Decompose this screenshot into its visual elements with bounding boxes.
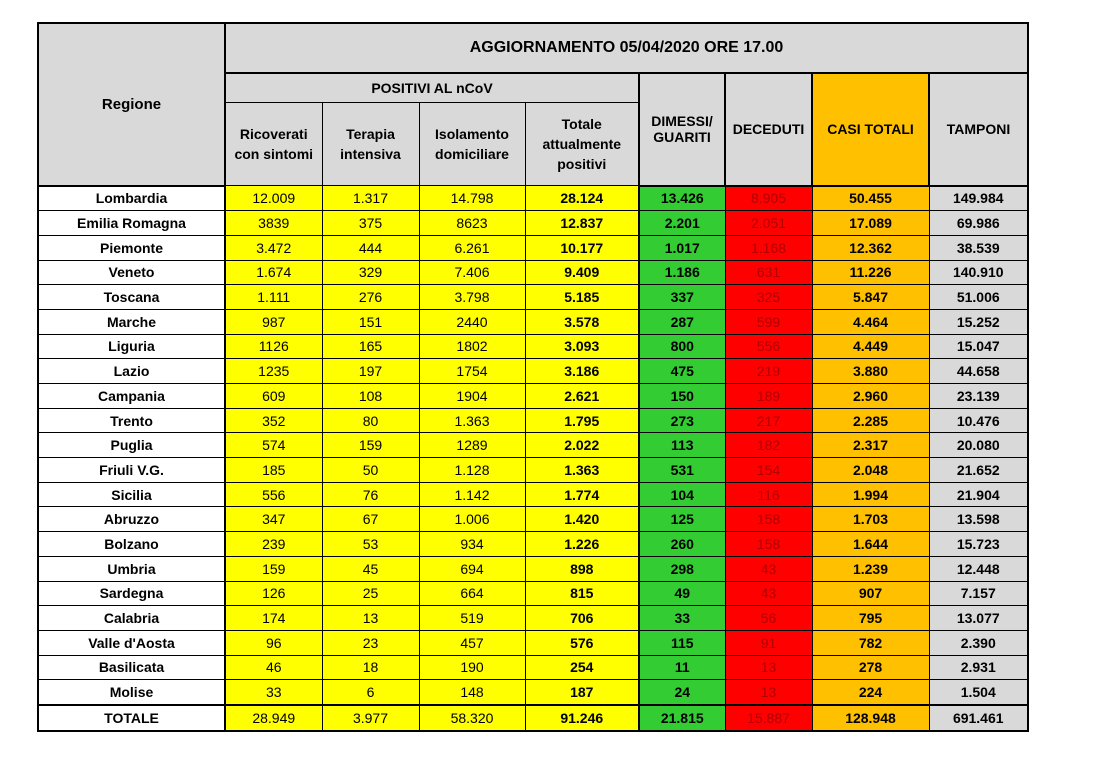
cell-dimessi: 800 [639, 334, 725, 359]
cell-tamponi: 69.986 [929, 211, 1028, 236]
cell-deceduti: 8.905 [725, 186, 812, 211]
cell-regione: Lazio [38, 359, 225, 384]
cell-ricoverati: 352 [225, 408, 322, 433]
table-row [38, 507, 1028, 532]
header-dimessi-line1: DIMESSI/ [651, 113, 713, 130]
cell-dimessi: 531 [639, 458, 725, 483]
cell-totale-positivi: 3.093 [525, 334, 639, 359]
header-totale-line3: positivi [557, 156, 607, 172]
table-row [38, 556, 1028, 581]
cell-terapia: 444 [322, 235, 419, 260]
cell-dimessi: 33 [639, 606, 725, 631]
cell-tamponi: 10.476 [929, 408, 1028, 433]
cell-totale-positivi: 5.185 [525, 285, 639, 310]
cell-ricoverati: 174 [225, 606, 322, 631]
cell-deceduti: 182 [725, 433, 812, 458]
cell-tamponi: 12.448 [929, 556, 1028, 581]
cell-terapia: 329 [322, 260, 419, 285]
cell-regione: Calabria [38, 606, 225, 631]
cell-terapia: 197 [322, 359, 419, 384]
cell-regione: Basilicata [38, 655, 225, 680]
cell-totale-positivi: 1.420 [525, 507, 639, 532]
header-totale [525, 103, 639, 186]
header-casi-totali: CASI TOTALI [812, 73, 929, 186]
cell-isolamento: 694 [419, 556, 525, 581]
cell-ricoverati: 574 [225, 433, 322, 458]
table-row [38, 532, 1028, 557]
cell-regione: Bolzano [38, 532, 225, 557]
header-ricoverati [225, 103, 322, 186]
cell-dimessi: 104 [639, 482, 725, 507]
header-totale-line2: attualmente [542, 136, 622, 152]
cell-deceduti: 556 [725, 334, 812, 359]
table-row [38, 235, 1028, 260]
cell-tamponi: 38.539 [929, 235, 1028, 260]
cell-terapia: 50 [322, 458, 419, 483]
table-row [38, 482, 1028, 507]
header-isolamento-line1: Isolamento [435, 126, 509, 142]
cell-dimessi: 260 [639, 532, 725, 557]
cell-totale-positivi: 898 [525, 556, 639, 581]
table-row [38, 606, 1028, 631]
cell-casi-totali: 2.317 [812, 433, 929, 458]
cell-regione: Lombardia [38, 186, 225, 211]
cell-casi-totali: 4.449 [812, 334, 929, 359]
cell-ricoverati: 12.009 [225, 186, 322, 211]
cell-casi-totali: 2.960 [812, 384, 929, 409]
cell-casi-totali: 12.362 [812, 235, 929, 260]
cell-isolamento: 1904 [419, 384, 525, 409]
table-row [38, 334, 1028, 359]
cell-dimessi: 11 [639, 655, 725, 680]
cell-tamponi: 140.910 [929, 260, 1028, 285]
table-row [38, 630, 1028, 655]
cell-deceduti: 631 [725, 260, 812, 285]
cell-ricoverati: 96 [225, 630, 322, 655]
covid-table-container [37, 22, 1029, 732]
cell-isolamento: 1289 [419, 433, 525, 458]
cell-deceduti: 325 [725, 285, 812, 310]
cell-isolamento: 1802 [419, 334, 525, 359]
cell-terapia: 13 [322, 606, 419, 631]
cell-dimessi: 298 [639, 556, 725, 581]
cell-terapia: 76 [322, 482, 419, 507]
cell-casi-totali: 1.644 [812, 532, 929, 557]
cell-isolamento: 1754 [419, 359, 525, 384]
cell-isolamento: 1.363 [419, 408, 525, 433]
cell-ricoverati: 3839 [225, 211, 322, 236]
cell-deceduti: 1.168 [725, 235, 812, 260]
cell-casi-totali: 795 [812, 606, 929, 631]
cell-casi-totali: 224 [812, 680, 929, 705]
cell-casi-totali: 782 [812, 630, 929, 655]
header-isolamento [419, 103, 525, 186]
cell-tamponi: 1.504 [929, 680, 1028, 705]
cell-terapia: 67 [322, 507, 419, 532]
cell-regione: Molise [38, 680, 225, 705]
cell-isolamento: 2440 [419, 309, 525, 334]
cell-casi-totali: 278 [812, 655, 929, 680]
cell-totale-positivi: 254 [525, 655, 639, 680]
cell-casi-totali: 1.239 [812, 556, 929, 581]
cell-terapia: 1.317 [322, 186, 419, 211]
cell-deceduti: 43 [725, 581, 812, 606]
cell-regione: Puglia [38, 433, 225, 458]
cell-terapia: 6 [322, 680, 419, 705]
cell-regione: Sardegna [38, 581, 225, 606]
cell-ricoverati: 1126 [225, 334, 322, 359]
cell-tamponi: 51.006 [929, 285, 1028, 310]
cell-deceduti: 217 [725, 408, 812, 433]
cell-terapia: 276 [322, 285, 419, 310]
cell-tamponi: 21.904 [929, 482, 1028, 507]
cell-tamponi: 23.139 [929, 384, 1028, 409]
cell-tamponi: 2.931 [929, 655, 1028, 680]
cell-isolamento: 664 [419, 581, 525, 606]
table-row [38, 186, 1028, 211]
cell-deceduti: 158 [725, 532, 812, 557]
cell-ricoverati: 556 [225, 482, 322, 507]
cell-terapia: 45 [322, 556, 419, 581]
cell-tamponi: 21.652 [929, 458, 1028, 483]
header-positivi: POSITIVI AL nCoV [225, 73, 639, 103]
header-terapia-line2: intensiva [340, 146, 401, 162]
cell-dimessi: 2.201 [639, 211, 725, 236]
header-deceduti: DECEDUTI [725, 73, 812, 186]
header-terapia-line1: Terapia [346, 126, 395, 142]
total-casi-totali: 128.948 [812, 705, 929, 731]
cell-deceduti: 2.051 [725, 211, 812, 236]
cell-dimessi: 273 [639, 408, 725, 433]
cell-deceduti: 158 [725, 507, 812, 532]
cell-isolamento: 8623 [419, 211, 525, 236]
cell-deceduti: 154 [725, 458, 812, 483]
cell-isolamento: 3.798 [419, 285, 525, 310]
cell-ricoverati: 3.472 [225, 235, 322, 260]
cell-casi-totali: 1.703 [812, 507, 929, 532]
cell-tamponi: 7.157 [929, 581, 1028, 606]
cell-casi-totali: 11.226 [812, 260, 929, 285]
cell-regione: Liguria [38, 334, 225, 359]
cell-regione: Campania [38, 384, 225, 409]
cell-dimessi: 13.426 [639, 186, 725, 211]
total-isolamento: 58.320 [419, 705, 525, 731]
cell-deceduti: 219 [725, 359, 812, 384]
cell-deceduti: 13 [725, 655, 812, 680]
cell-isolamento: 934 [419, 532, 525, 557]
cell-casi-totali: 3.880 [812, 359, 929, 384]
cell-terapia: 23 [322, 630, 419, 655]
cell-totale-positivi: 2.022 [525, 433, 639, 458]
cell-deceduti: 91 [725, 630, 812, 655]
total-regione: TOTALE [38, 705, 225, 731]
cell-ricoverati: 1.111 [225, 285, 322, 310]
cell-ricoverati: 1.674 [225, 260, 322, 285]
cell-totale-positivi: 2.621 [525, 384, 639, 409]
cell-totale-positivi: 1.226 [525, 532, 639, 557]
cell-deceduti: 599 [725, 309, 812, 334]
cell-dimessi: 24 [639, 680, 725, 705]
cell-casi-totali: 2.285 [812, 408, 929, 433]
total-ricoverati: 28.949 [225, 705, 322, 731]
cell-totale-positivi: 10.177 [525, 235, 639, 260]
cell-tamponi: 149.984 [929, 186, 1028, 211]
cell-tamponi: 13.077 [929, 606, 1028, 631]
cell-ricoverati: 609 [225, 384, 322, 409]
cell-regione: Valle d'Aosta [38, 630, 225, 655]
cell-isolamento: 519 [419, 606, 525, 631]
cell-casi-totali: 2.048 [812, 458, 929, 483]
header-dimessi-line2: GUARITI [653, 129, 711, 146]
table-row [38, 408, 1028, 433]
cell-tamponi: 15.252 [929, 309, 1028, 334]
total-dimessi: 21.815 [639, 705, 725, 731]
cell-terapia: 25 [322, 581, 419, 606]
table-row [38, 359, 1028, 384]
covid-data-table [37, 22, 1029, 732]
cell-dimessi: 287 [639, 309, 725, 334]
cell-dimessi: 1.186 [639, 260, 725, 285]
cell-casi-totali: 907 [812, 581, 929, 606]
total-tamponi: 691.461 [929, 705, 1028, 731]
cell-isolamento: 14.798 [419, 186, 525, 211]
cell-terapia: 151 [322, 309, 419, 334]
table-row [38, 260, 1028, 285]
cell-tamponi: 15.723 [929, 532, 1028, 557]
header-isolamento-line2: domiciliare [435, 146, 509, 162]
header-terapia [322, 103, 419, 186]
cell-regione: Toscana [38, 285, 225, 310]
cell-dimessi: 150 [639, 384, 725, 409]
cell-terapia: 80 [322, 408, 419, 433]
cell-ricoverati: 239 [225, 532, 322, 557]
header-title: AGGIORNAMENTO 05/04/2020 ORE 17.00 [225, 23, 1028, 73]
table-row [38, 211, 1028, 236]
cell-deceduti: 43 [725, 556, 812, 581]
cell-isolamento: 148 [419, 680, 525, 705]
cell-tamponi: 13.598 [929, 507, 1028, 532]
table-row [38, 384, 1028, 409]
table-body [38, 186, 1028, 731]
cell-totale-positivi: 3.578 [525, 309, 639, 334]
cell-regione: Abruzzo [38, 507, 225, 532]
table-row [38, 458, 1028, 483]
cell-ricoverati: 1235 [225, 359, 322, 384]
cell-isolamento: 1.006 [419, 507, 525, 532]
table-row [38, 655, 1028, 680]
total-totale-positivi: 91.246 [525, 705, 639, 731]
cell-totale-positivi: 9.409 [525, 260, 639, 285]
cell-terapia: 375 [322, 211, 419, 236]
cell-totale-positivi: 3.186 [525, 359, 639, 384]
cell-casi-totali: 1.994 [812, 482, 929, 507]
table-row [38, 680, 1028, 705]
cell-ricoverati: 33 [225, 680, 322, 705]
cell-totale-positivi: 187 [525, 680, 639, 705]
header-regione: Regione [38, 23, 225, 186]
cell-regione: Sicilia [38, 482, 225, 507]
total-row [38, 705, 1028, 731]
cell-ricoverati: 126 [225, 581, 322, 606]
cell-ricoverati: 159 [225, 556, 322, 581]
cell-regione: Veneto [38, 260, 225, 285]
table-row [38, 309, 1028, 334]
cell-isolamento: 1.142 [419, 482, 525, 507]
header-totale-line1: Totale [561, 116, 602, 132]
cell-terapia: 108 [322, 384, 419, 409]
table-row [38, 285, 1028, 310]
cell-dimessi: 125 [639, 507, 725, 532]
total-terapia: 3.977 [322, 705, 419, 731]
cell-tamponi: 15.047 [929, 334, 1028, 359]
header-ricoverati-line1: Ricoverati [239, 126, 308, 142]
cell-terapia: 18 [322, 655, 419, 680]
cell-totale-positivi: 1.795 [525, 408, 639, 433]
cell-ricoverati: 46 [225, 655, 322, 680]
cell-casi-totali: 50.455 [812, 186, 929, 211]
cell-totale-positivi: 12.837 [525, 211, 639, 236]
cell-casi-totali: 4.464 [812, 309, 929, 334]
cell-tamponi: 2.390 [929, 630, 1028, 655]
cell-casi-totali: 17.089 [812, 211, 929, 236]
cell-dimessi: 115 [639, 630, 725, 655]
cell-totale-positivi: 1.774 [525, 482, 639, 507]
cell-regione: Umbria [38, 556, 225, 581]
cell-isolamento: 457 [419, 630, 525, 655]
cell-totale-positivi: 706 [525, 606, 639, 631]
cell-deceduti: 56 [725, 606, 812, 631]
cell-tamponi: 20.080 [929, 433, 1028, 458]
cell-deceduti: 189 [725, 384, 812, 409]
cell-deceduti: 13 [725, 680, 812, 705]
header-tamponi: TAMPONI [929, 73, 1028, 186]
cell-ricoverati: 987 [225, 309, 322, 334]
cell-isolamento: 6.261 [419, 235, 525, 260]
cell-totale-positivi: 1.363 [525, 458, 639, 483]
cell-terapia: 165 [322, 334, 419, 359]
cell-ricoverati: 347 [225, 507, 322, 532]
cell-regione: Emilia Romagna [38, 211, 225, 236]
cell-regione: Piemonte [38, 235, 225, 260]
cell-terapia: 159 [322, 433, 419, 458]
header-dimessi [639, 73, 725, 186]
cell-deceduti: 116 [725, 482, 812, 507]
cell-dimessi: 49 [639, 581, 725, 606]
cell-totale-positivi: 28.124 [525, 186, 639, 211]
cell-dimessi: 1.017 [639, 235, 725, 260]
total-deceduti: 15.887 [725, 705, 812, 731]
cell-tamponi: 44.658 [929, 359, 1028, 384]
table-row [38, 581, 1028, 606]
cell-totale-positivi: 815 [525, 581, 639, 606]
header-ricoverati-line2: con sintomi [234, 146, 314, 162]
cell-dimessi: 113 [639, 433, 725, 458]
cell-isolamento: 1.128 [419, 458, 525, 483]
cell-isolamento: 190 [419, 655, 525, 680]
cell-ricoverati: 185 [225, 458, 322, 483]
cell-regione: Marche [38, 309, 225, 334]
cell-casi-totali: 5.847 [812, 285, 929, 310]
cell-dimessi: 475 [639, 359, 725, 384]
table-row [38, 433, 1028, 458]
cell-regione: Trento [38, 408, 225, 433]
cell-isolamento: 7.406 [419, 260, 525, 285]
cell-totale-positivi: 576 [525, 630, 639, 655]
cell-dimessi: 337 [639, 285, 725, 310]
cell-regione: Friuli V.G. [38, 458, 225, 483]
cell-terapia: 53 [322, 532, 419, 557]
